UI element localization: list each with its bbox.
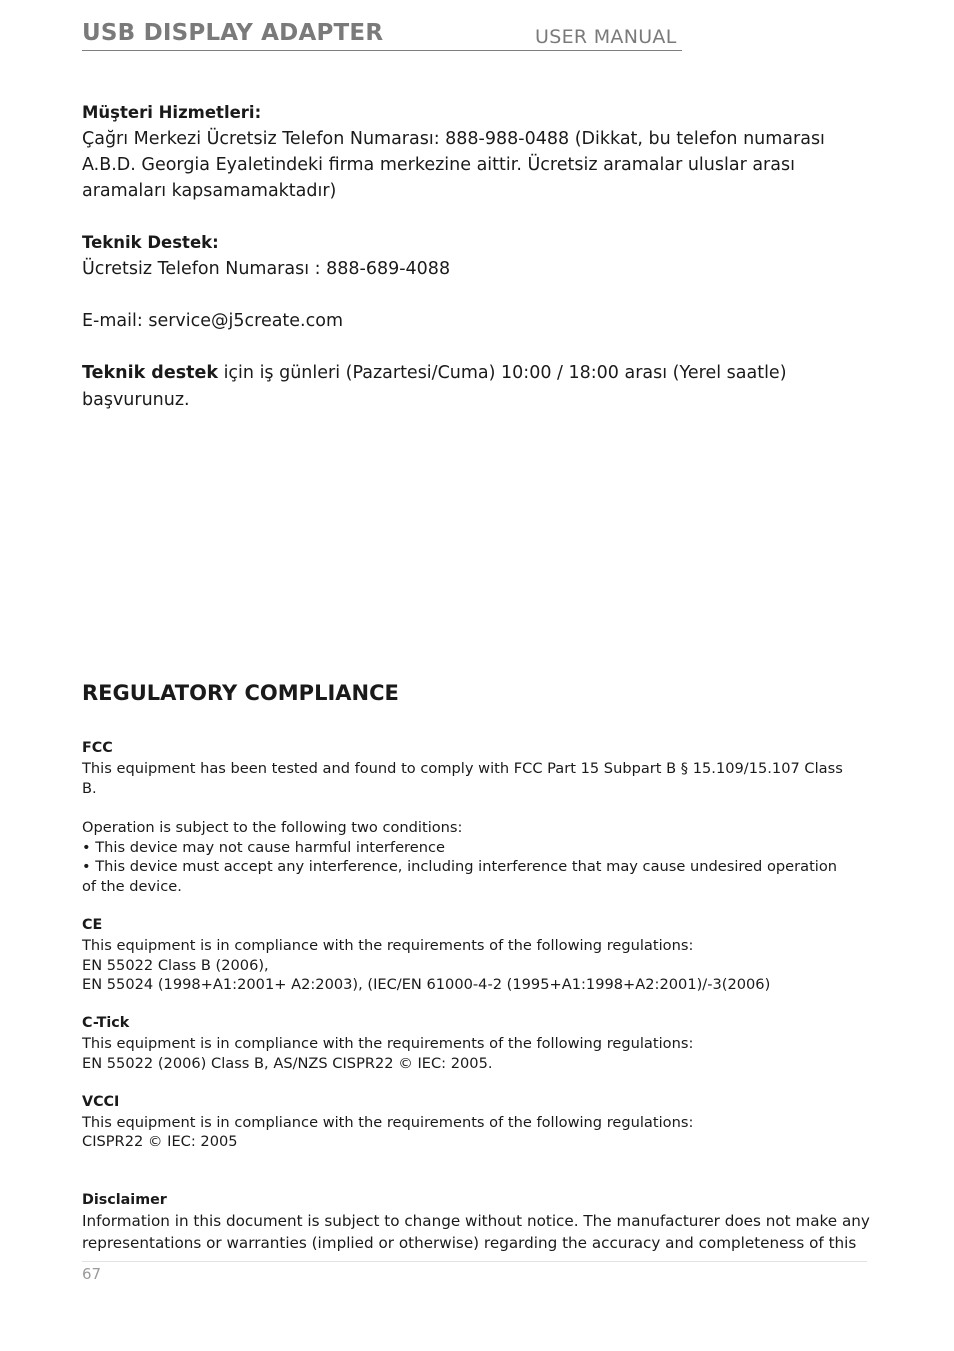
ce-line-3: EN 55024 (1998+A1:2001+ A2:2003), (IEC/EN 61000-4-2 (1995+A1:1998+A2:2001)/-3(2006) xyxy=(82,976,771,993)
tech-support-phone: Ücretsiz Telefon Numarası : 888-689-4088 xyxy=(82,259,451,279)
customer-service-line-2: A.B.D. Georgia Eyaletindeki firma merkezine aittir. Ücretsiz aramalar uluslar arası xyxy=(82,155,795,175)
disclaimer-line-1: Information in this document is subject to change without notice. The manufacturer does not make any xyxy=(82,1212,870,1230)
tech-support-hours-line-2: başvurunuz. xyxy=(82,390,190,410)
disclaimer-line-2: representations or warranties (implied or otherwise) regarding the accuracy and completeness of this xyxy=(82,1234,857,1252)
page-number: 67 xyxy=(82,1265,102,1283)
tech-support-email: E-mail: service@j5create.com xyxy=(82,311,343,331)
ctick-line-1: This equipment is in compliance with the requirements of the following regulations: xyxy=(82,1035,694,1052)
vcci-heading: VCCI xyxy=(82,1094,120,1110)
header-title: USB DISPLAY ADAPTER xyxy=(82,20,384,46)
tech-support-heading: Teknik Destek: xyxy=(82,233,219,252)
vcci-line-1: This equipment is in compliance with the requirements of the following regulations: xyxy=(82,1114,694,1131)
ce-line-1: This equipment is in compliance with the requirements of the following regulations: xyxy=(82,937,694,954)
fcc-conditions-intro: Operation is subject to the following two conditions: xyxy=(82,819,463,836)
ce-heading: CE xyxy=(82,917,103,933)
fcc-line-1: This equipment has been tested and found to comply with FCC Part 15 Subpart B § 15.109/15.107 Class xyxy=(82,760,843,777)
tech-support-hours-bold: Teknik destek xyxy=(82,363,218,383)
fcc-condition-2-line-1: • This device must accept any interference, including interference that may cause undesired operation xyxy=(82,858,838,875)
footer-divider xyxy=(82,1261,867,1262)
fcc-condition-1: • This device may not cause harmful interference xyxy=(82,839,445,856)
disclaimer-heading: Disclaimer xyxy=(82,1192,167,1208)
vcci-line-2: CISPR22 © IEC: 2005 xyxy=(82,1133,238,1150)
customer-service-line-3: aramaları kapsamamaktadır) xyxy=(82,181,337,201)
ctick-heading: C-Tick xyxy=(82,1015,130,1031)
fcc-condition-2-line-2: of the device. xyxy=(82,878,182,895)
header-subtitle: USER MANUAL xyxy=(535,26,677,48)
tech-support-hours-text: için iş günleri (Pazartesi/Cuma) 10:00 / 18:00 arası (Yerel saatle) xyxy=(218,363,787,383)
ctick-line-2: EN 55022 (2006) Class B, AS/NZS CISPR22 © IEC: 2005. xyxy=(82,1055,493,1072)
ce-line-2: EN 55022 Class B (2006), xyxy=(82,957,269,974)
customer-service-line-1: Çağrı Merkezi Ücretsiz Telefon Numarası: 888-988-0488 (Dikkat, bu telefon numarası xyxy=(82,129,825,149)
customer-service-heading: Müşteri Hizmetleri: xyxy=(82,103,262,122)
page-header xyxy=(82,20,682,51)
regulatory-title: REGULATORY COMPLIANCE xyxy=(82,681,399,705)
fcc-heading: FCC xyxy=(82,740,113,756)
fcc-line-2: B. xyxy=(82,780,97,797)
tech-support-hours-line-1 xyxy=(82,360,872,386)
